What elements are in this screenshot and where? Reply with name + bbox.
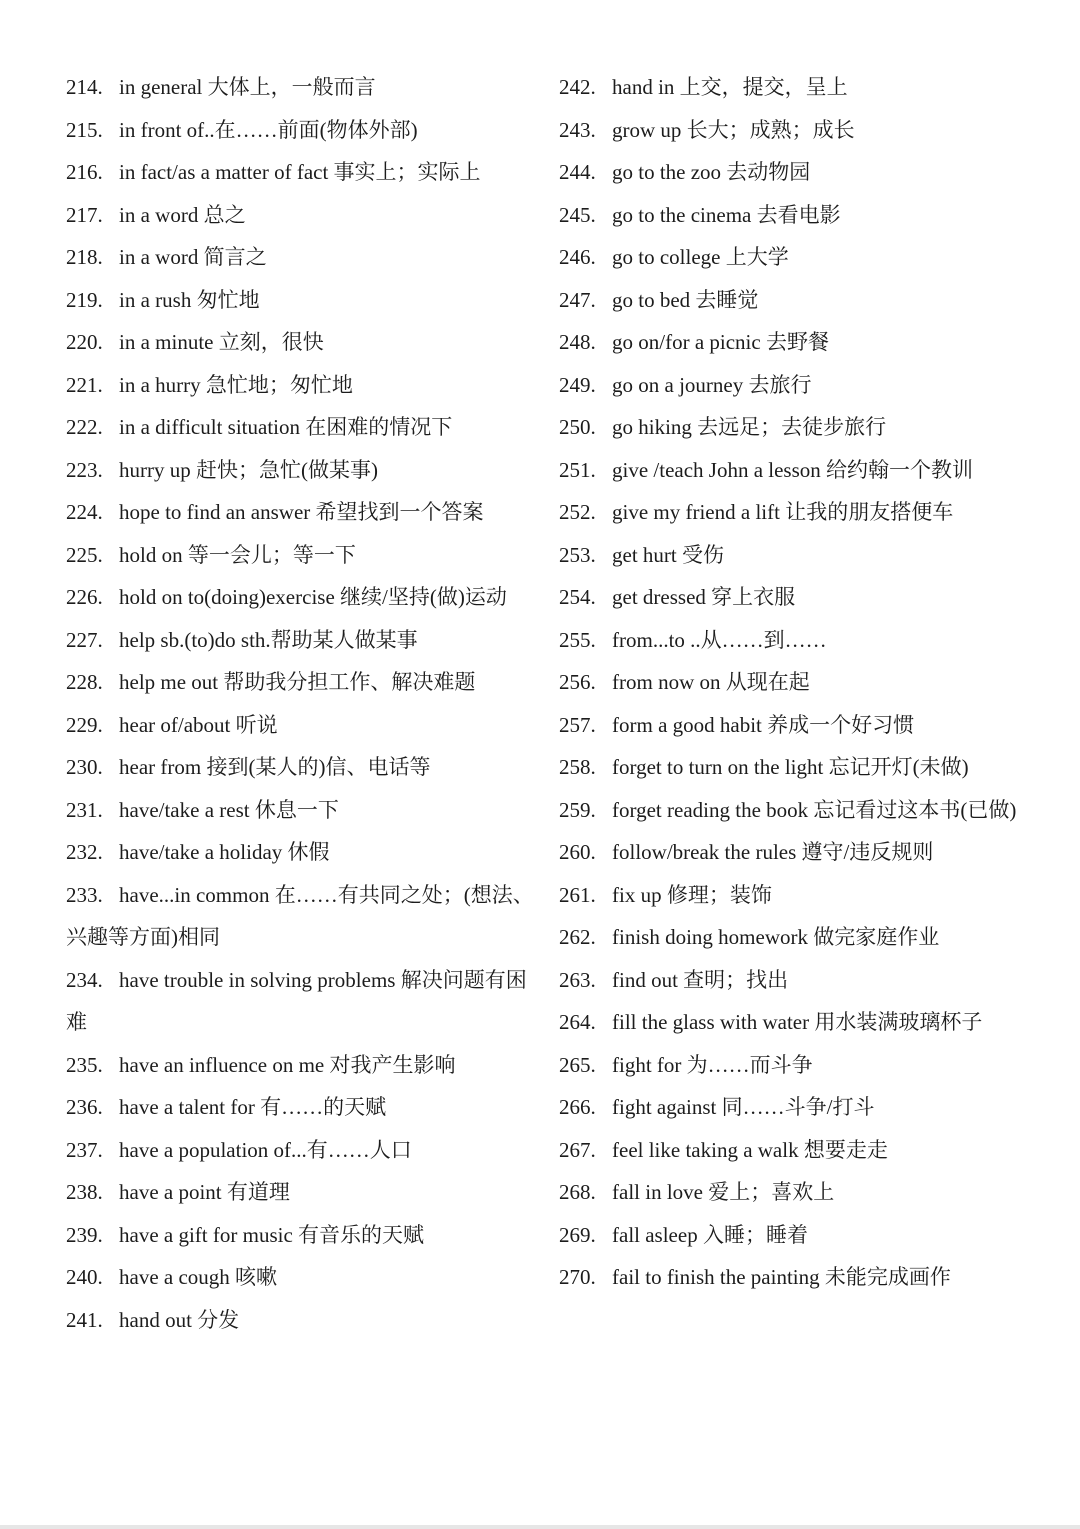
entry-text: in fact/as a matter of fact 事实上；实际上 <box>119 160 481 184</box>
entry-text: have/take a holiday 休假 <box>119 840 330 864</box>
phrase-entry <box>66 364 536 407</box>
entry-text: go to bed 去睡觉 <box>612 287 759 312</box>
entry-text: go to the zoo 去动物园 <box>612 160 811 184</box>
entry-number: 253. <box>559 542 596 567</box>
left-column <box>66 66 536 1341</box>
phrase-entry <box>66 321 536 364</box>
phrase-entry <box>559 619 1029 662</box>
phrase-entry <box>559 1086 1029 1129</box>
entry-text: help sb.(to)do sth.帮助某人做某事 <box>119 627 418 652</box>
phrase-entry <box>559 66 1029 109</box>
phrase-entry <box>66 236 536 279</box>
entry-text: in a word 总之 <box>119 202 246 227</box>
phrase-entry <box>66 746 536 789</box>
phrase-entry <box>559 704 1029 747</box>
entry-text: hear from 接到(某人的)信、电话等 <box>119 755 431 779</box>
entry-text: have/take a rest 休息一下 <box>119 797 339 822</box>
phrase-entry <box>559 916 1029 959</box>
entry-text: in a hurry 急忙地；匆忙地 <box>119 372 353 397</box>
entry-text: have...in common 在……有共同之处；(想法、兴趣等方面)相同 <box>66 882 534 949</box>
entry-number: 252. <box>559 500 596 524</box>
entry-number: 261. <box>559 882 596 907</box>
entry-number: 243. <box>559 117 596 142</box>
entry-number: 232. <box>66 840 103 864</box>
entry-number: 219. <box>66 287 103 312</box>
phrase-entry <box>559 321 1029 364</box>
entry-text: forget to turn on the light 忘记开灯(未做) <box>612 755 969 779</box>
entry-text: go on a journey 去旅行 <box>612 372 812 397</box>
phrase-entry <box>66 576 536 619</box>
entry-number: 229. <box>66 712 103 737</box>
entry-number: 263. <box>559 967 596 992</box>
entry-number: 220. <box>66 330 103 354</box>
entry-text: hand out 分发 <box>119 1307 240 1332</box>
entry-number: 215. <box>66 117 103 142</box>
entry-text: give /teach John a lesson 给约翰一个教训 <box>612 457 974 482</box>
entry-text: in a rush 匆忙地 <box>119 287 260 312</box>
entry-number: 237. <box>66 1137 103 1162</box>
phrase-entry <box>559 874 1029 917</box>
entry-text: fall in love 爱上；喜欢上 <box>612 1180 835 1204</box>
right-column <box>559 66 1029 1299</box>
phrase-entry <box>66 1214 536 1257</box>
phrase-entry <box>66 1171 536 1214</box>
phrase-entry <box>66 66 536 109</box>
phrase-entry <box>559 1171 1029 1214</box>
phrase-entry <box>66 619 536 662</box>
entry-text: from...to ..从……到…… <box>612 627 827 652</box>
entry-number: 225. <box>66 542 103 567</box>
entry-number: 254. <box>559 585 596 609</box>
phrase-entry <box>66 109 536 152</box>
entry-text: form a good habit 养成一个好习惯 <box>612 712 915 737</box>
phrase-entry <box>559 1044 1029 1087</box>
phrase-entry <box>559 406 1029 449</box>
phrase-entry <box>559 789 1029 832</box>
phrase-entry <box>66 959 536 1044</box>
phrase-entry <box>559 279 1029 322</box>
entry-text: in a word 简言之 <box>119 245 267 269</box>
phrase-entry <box>559 151 1029 194</box>
entry-text: go to the cinema 去看电影 <box>612 202 841 227</box>
entry-number: 238. <box>66 1180 103 1204</box>
phrase-entry <box>66 406 536 449</box>
phrase-entry <box>66 831 536 874</box>
entry-number: 228. <box>66 670 103 694</box>
entry-number: 265. <box>559 1052 596 1077</box>
entry-text: get dressed 穿上衣服 <box>612 585 796 609</box>
phrase-entry <box>559 449 1029 492</box>
entry-number: 257. <box>559 712 596 737</box>
entry-number: 268. <box>559 1180 596 1204</box>
phrase-entry <box>66 491 536 534</box>
entry-number: 245. <box>559 202 596 227</box>
phrase-entry <box>66 1086 536 1129</box>
entry-text: in general 大体上，一般而言 <box>119 75 376 99</box>
entry-text: give my friend a lift 让我的朋友搭便车 <box>612 500 954 524</box>
entry-number: 235. <box>66 1052 103 1077</box>
entry-number: 241. <box>66 1307 103 1332</box>
phrase-entry <box>66 1299 536 1342</box>
entry-number: 258. <box>559 755 596 779</box>
entry-text: go on/for a picnic 去野餐 <box>612 330 829 354</box>
entry-text: get hurt 受伤 <box>612 542 724 567</box>
entry-text: fill the glass with water 用水装满玻璃杯子 <box>612 1010 983 1034</box>
phrase-entry <box>559 194 1029 237</box>
entry-number: 266. <box>559 1095 596 1119</box>
phrase-entry <box>559 746 1029 789</box>
entry-text: hear of/about 听说 <box>119 712 278 737</box>
entry-number: 226. <box>66 585 103 609</box>
entry-number: 262. <box>559 925 596 949</box>
entry-number: 230. <box>66 755 103 779</box>
phrase-entry <box>559 491 1029 534</box>
entry-number: 251. <box>559 457 596 482</box>
phrase-entry <box>66 1256 536 1299</box>
phrase-entry <box>66 1129 536 1172</box>
entry-number: 244. <box>559 160 596 184</box>
entry-number: 231. <box>66 797 103 822</box>
phrase-entry <box>559 1256 1029 1299</box>
entry-number: 249. <box>559 372 596 397</box>
entry-number: 256. <box>559 670 596 694</box>
entry-text: have a point 有道理 <box>119 1180 290 1204</box>
entry-text: hope to find an answer 希望找到一个答案 <box>119 500 484 524</box>
phrase-entry <box>66 661 536 704</box>
phrase-entry <box>559 534 1029 577</box>
entry-number: 264. <box>559 1010 596 1034</box>
entry-text: forget reading the book 忘记看过这本书(已做) <box>612 797 1017 822</box>
phrase-entry <box>559 364 1029 407</box>
phrase-entry <box>66 704 536 747</box>
entry-text: help me out 帮助我分担工作、解决难题 <box>119 670 476 694</box>
entry-number: 246. <box>559 245 596 269</box>
entry-text: finish doing homework 做完家庭作业 <box>612 925 940 949</box>
entry-number: 240. <box>66 1265 103 1289</box>
phrase-entry <box>66 534 536 577</box>
entry-text: have a gift for music 有音乐的天赋 <box>119 1222 425 1247</box>
entry-text: hand in 上交，提交，呈上 <box>612 75 848 99</box>
entry-text: have a talent for 有……的天赋 <box>119 1095 387 1119</box>
phrase-entry <box>559 109 1029 152</box>
phrase-entry <box>66 279 536 322</box>
entry-text: feel like taking a walk 想要走走 <box>612 1137 888 1162</box>
entry-number: 250. <box>559 415 596 439</box>
phrase-entry <box>66 789 536 832</box>
entry-number: 223. <box>66 457 103 482</box>
entry-number: 221. <box>66 372 103 397</box>
page-bottom-edge <box>0 1525 1080 1529</box>
entry-number: 247. <box>559 287 596 312</box>
phrase-entry <box>66 194 536 237</box>
entry-text: hold on to(doing)exercise 继续/坚持(做)运动 <box>119 585 507 609</box>
phrase-entry <box>559 831 1029 874</box>
phrase-entry <box>559 1129 1029 1172</box>
entry-text: find out 查明；找出 <box>612 967 789 992</box>
entry-text: go hiking 去远足；去徒步旅行 <box>612 415 887 439</box>
entry-number: 217. <box>66 202 103 227</box>
entry-text: hurry up 赶快；急忙(做某事) <box>119 457 378 482</box>
entry-text: in a minute 立刻，很快 <box>119 330 324 354</box>
entry-number: 239. <box>66 1222 103 1247</box>
entry-text: have an influence on me 对我产生影响 <box>119 1052 456 1077</box>
entry-number: 269. <box>559 1222 596 1247</box>
entry-number: 218. <box>66 245 103 269</box>
phrase-entry <box>559 236 1029 279</box>
entry-number: 216. <box>66 160 103 184</box>
phrase-entry <box>66 1044 536 1087</box>
entry-number: 227. <box>66 627 103 652</box>
entry-number: 234. <box>66 967 103 992</box>
entry-text: in front of..在……前面(物体外部) <box>119 117 418 142</box>
entry-text: fight against 同……斗争/打斗 <box>612 1095 875 1119</box>
phrase-entry <box>66 449 536 492</box>
entry-text: have a population of...有……人口 <box>119 1137 412 1162</box>
entry-text: follow/break the rules 遵守/违反规则 <box>612 840 934 864</box>
phrase-entry <box>559 1001 1029 1044</box>
entry-text: fight for 为……而斗争 <box>612 1052 813 1077</box>
entry-text: grow up 长大；成熟；成长 <box>612 117 855 142</box>
entry-number: 222. <box>66 415 103 439</box>
entry-number: 255. <box>559 627 596 652</box>
entry-text: in a difficult situation 在困难的情况下 <box>119 415 453 439</box>
entry-number: 242. <box>559 75 596 99</box>
phrase-entry <box>66 151 536 194</box>
phrase-entry <box>559 1214 1029 1257</box>
entry-text: hold on 等一会儿；等一下 <box>119 542 356 567</box>
entry-text: fix up 修理；装饰 <box>612 882 772 907</box>
entry-text: fail to finish the painting 未能完成画作 <box>612 1265 951 1289</box>
entry-number: 214. <box>66 75 103 99</box>
entry-text: have a cough 咳嗽 <box>119 1265 278 1289</box>
phrase-entry <box>559 661 1029 704</box>
entry-number: 233. <box>66 882 103 907</box>
entry-number: 267. <box>559 1137 596 1162</box>
entry-text: have trouble in solving problems 解决问题有困难 <box>66 967 527 1034</box>
phrase-entry <box>66 874 536 959</box>
entry-number: 260. <box>559 840 596 864</box>
phrase-entry <box>559 576 1029 619</box>
entry-number: 236. <box>66 1095 103 1119</box>
entry-number: 248. <box>559 330 596 354</box>
entry-text: go to college 上大学 <box>612 245 789 269</box>
entry-number: 270. <box>559 1265 596 1289</box>
entry-number: 259. <box>559 797 596 822</box>
entry-number: 224. <box>66 500 103 524</box>
entry-text: from now on 从现在起 <box>612 670 810 694</box>
entry-text: fall asleep 入睡；睡着 <box>612 1222 808 1247</box>
phrase-entry <box>559 959 1029 1002</box>
